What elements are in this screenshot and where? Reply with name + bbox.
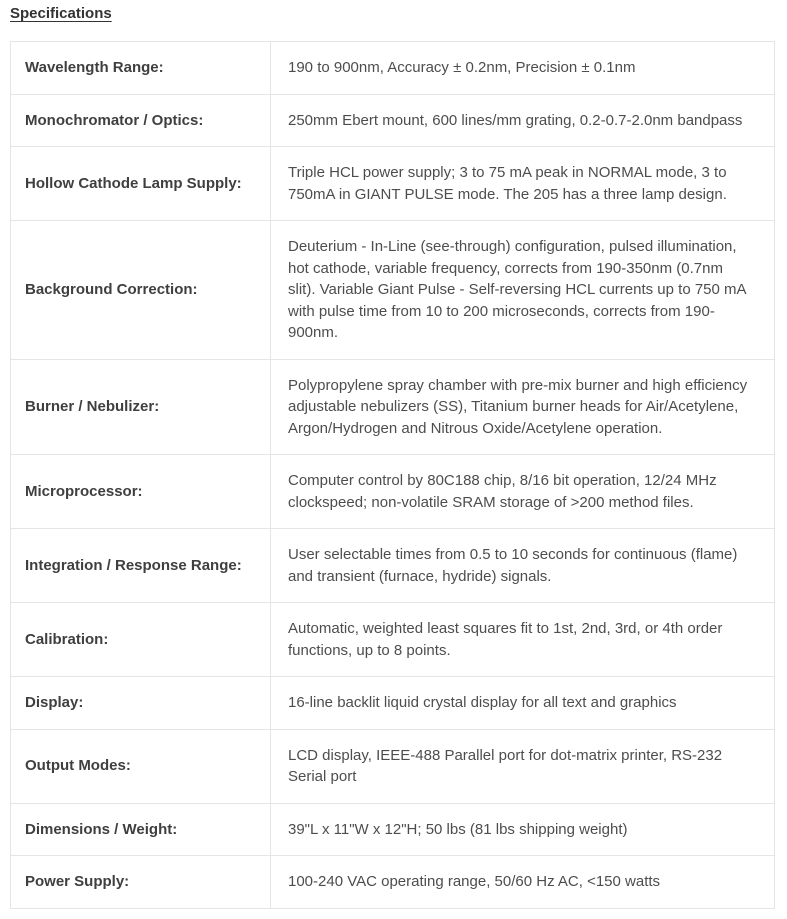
specifications-table-body bbox=[11, 42, 775, 909]
table-row bbox=[11, 147, 775, 221]
spec-value: LCD display, IEEE-488 Parallel port for dot-matrix printer, RS-232 Serial port bbox=[271, 729, 775, 803]
table-row bbox=[11, 729, 775, 803]
spec-value: Polypropylene spray chamber with pre-mix burner and high efficiency adjustable nebulizers (SS), Titanium burner heads for Air/Acetylene, Argon/Hydrogen and Nitrous Oxide/Acetylene operation. bbox=[271, 359, 775, 455]
spec-label: Hollow Cathode Lamp Supply: bbox=[11, 147, 271, 221]
table-row bbox=[11, 856, 775, 909]
spec-value: User selectable times from 0.5 to 10 seconds for continuous (flame) and transient (furnace, hydride) signals. bbox=[271, 529, 775, 603]
spec-value: 190 to 900nm, Accuracy ± 0.2nm, Precision ± 0.1nm bbox=[271, 42, 775, 95]
spec-label: Dimensions / Weight: bbox=[11, 803, 271, 856]
table-row bbox=[11, 221, 775, 360]
page-title: Specifications bbox=[10, 5, 112, 22]
table-row bbox=[11, 803, 775, 856]
table-row bbox=[11, 455, 775, 529]
table-row bbox=[11, 529, 775, 603]
spec-label: Output Modes: bbox=[11, 729, 271, 803]
specifications-table bbox=[10, 41, 775, 909]
spec-label: Monochromator / Optics: bbox=[11, 94, 271, 147]
table-row bbox=[11, 677, 775, 730]
spec-label: Power Supply: bbox=[11, 856, 271, 909]
table-row bbox=[11, 42, 775, 95]
table-row bbox=[11, 94, 775, 147]
spec-label: Display: bbox=[11, 677, 271, 730]
spec-label: Burner / Nebulizer: bbox=[11, 359, 271, 455]
spec-value: Computer control by 80C188 chip, 8/16 bit operation, 12/24 MHz clockspeed; non-volatile SRAM storage of >200 method files. bbox=[271, 455, 775, 529]
spec-value: 39"L x 11"W x 12"H; 50 lbs (81 lbs shipping weight) bbox=[271, 803, 775, 856]
table-row bbox=[11, 359, 775, 455]
table-row bbox=[11, 603, 775, 677]
spec-value: 250mm Ebert mount, 600 lines/mm grating, 0.2-0.7-2.0nm bandpass bbox=[271, 94, 775, 147]
spec-value: Automatic, weighted least squares fit to 1st, 2nd, 3rd, or 4th order functions, up to 8 points. bbox=[271, 603, 775, 677]
spec-label: Wavelength Range: bbox=[11, 42, 271, 95]
spec-value: 100-240 VAC operating range, 50/60 Hz AC, <150 watts bbox=[271, 856, 775, 909]
spec-value: 16-line backlit liquid crystal display for all text and graphics bbox=[271, 677, 775, 730]
spec-value: Deuterium - In-Line (see-through) configuration, pulsed illumination, hot cathode, variable frequency, corrects from 190-350nm (0.7nm slit). Variable Giant Pulse - Self-reversing HCL currents up to 750 mA with pulse time from 10 to 200 microseconds, corrects from 190-900nm. bbox=[271, 221, 775, 360]
spec-value: Triple HCL power supply; 3 to 75 mA peak in NORMAL mode, 3 to 750mA in GIANT PULSE mode. The 205 has a three lamp design. bbox=[271, 147, 775, 221]
spec-label: Calibration: bbox=[11, 603, 271, 677]
spec-label: Integration / Response Range: bbox=[11, 529, 271, 603]
spec-label: Microprocessor: bbox=[11, 455, 271, 529]
spec-label: Background Correction: bbox=[11, 221, 271, 360]
